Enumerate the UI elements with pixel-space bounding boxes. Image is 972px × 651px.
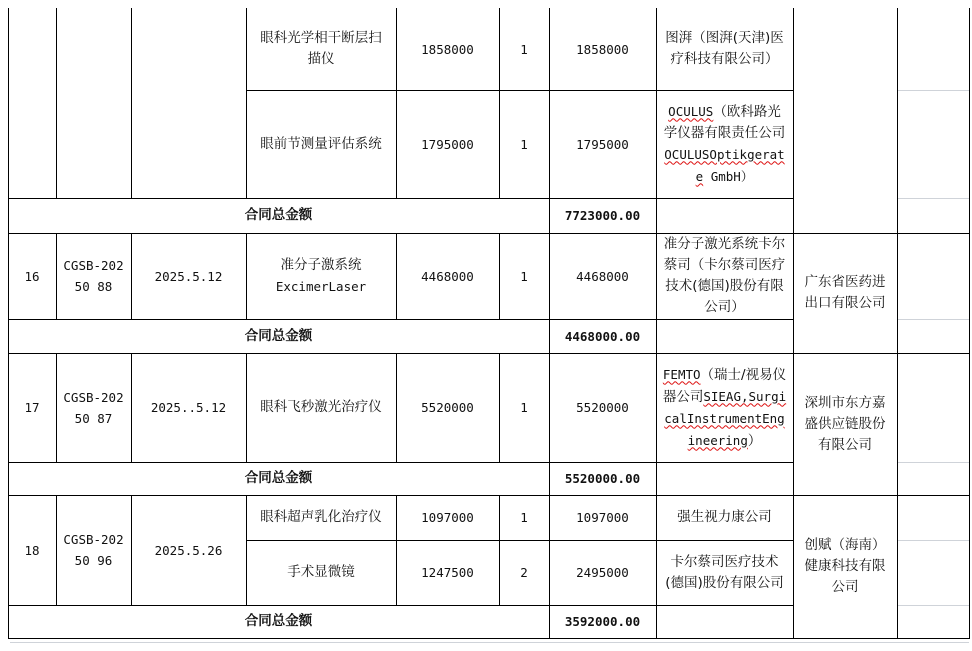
maker-foreign-name: SIEAG,SurgicalInstrumentEngineering (664, 388, 787, 448)
total-amount: 5520000.00 (564, 471, 641, 486)
quantity: 1 (520, 136, 528, 152)
quantity: 1 (520, 41, 528, 57)
supplier: 深圳市东方嘉盛供应链股份有限公司 (804, 394, 886, 453)
row-number: 17 (24, 400, 40, 415)
grid-line (131, 495, 132, 606)
hidden-grid-line (898, 198, 969, 199)
unit-price: 1858000 (421, 41, 474, 57)
unit-price: 5520000 (421, 400, 474, 415)
grid-line (8, 319, 793, 320)
grid-line (56, 233, 57, 320)
total-amount: 4468000.00 (564, 328, 641, 344)
grid-line (396, 495, 397, 606)
amount: 1097000 (576, 510, 629, 525)
total-label: 合同总金额 (244, 207, 313, 223)
total-label: 合同总金额 (244, 470, 313, 486)
grid-line (656, 8, 657, 639)
grid-line (969, 8, 970, 639)
grid-line (246, 540, 793, 541)
grid-line (56, 8, 57, 199)
grid-line (549, 8, 550, 639)
maker-brand: OCULUS (668, 103, 714, 119)
grid-line (8, 233, 970, 234)
contract-code: CGSB-20250 87 (63, 389, 124, 426)
total-amount: 3592000.00 (564, 614, 641, 629)
grid-line (8, 462, 793, 463)
unit-price: 1097000 (421, 510, 474, 525)
hidden-grid-line (898, 462, 969, 463)
maker-brand: FEMTO (662, 366, 701, 382)
manufacturer: 图湃（图湃(天津)医疗科技有限公司） (665, 30, 784, 67)
total-label: 合同总金额 (244, 613, 313, 629)
amount: 5520000 (576, 400, 629, 415)
quantity: 1 (520, 400, 528, 415)
grid-line (246, 8, 247, 199)
quantity: 1 (520, 510, 528, 525)
grid-line (396, 8, 397, 199)
item-name-en: ExcimerLaser (275, 279, 367, 294)
manufacturer (656, 353, 793, 462)
amount: 2495000 (576, 565, 629, 580)
grid-line (246, 233, 247, 320)
unit-price: 1795000 (421, 136, 474, 152)
grid-line (8, 8, 9, 639)
item-name: 手术显微镜 (287, 564, 355, 580)
amount: 4468000 (576, 268, 629, 284)
maker-company: （欧科路光学仪器有限责任公司 (663, 103, 786, 141)
manufacturer: 准分子激光系统卡尔蔡司（卡尔蔡司医疗技术(德国)股份有限公司） (663, 236, 786, 315)
contract-code: CGSB-20250 96 (63, 532, 124, 568)
grid-line (131, 8, 132, 199)
item-name: 眼科光学相干断层扫描仪 (260, 30, 382, 67)
grid-line (897, 8, 898, 639)
supplier: 创赋（海南）健康科技有限公司 (804, 537, 886, 595)
hidden-grid-line (898, 90, 969, 91)
quantity: 1 (520, 268, 528, 284)
contract-date: 2025..5.12 (150, 400, 227, 415)
grid-line (499, 495, 500, 606)
grid-line (246, 353, 247, 463)
grid-line (499, 8, 500, 199)
item-name: 眼前节测量评估系统 (260, 135, 382, 152)
grid-line (499, 353, 500, 463)
grid-line (246, 90, 793, 91)
item-name (250, 233, 392, 319)
item-name: 眼科超声乳化治疗仪 (260, 509, 382, 525)
total-label: 合同总金额 (244, 327, 313, 344)
grid-line (8, 353, 970, 354)
grid-line (131, 233, 132, 320)
row-number: 18 (24, 542, 40, 558)
grid-line (56, 353, 57, 463)
row-number: 16 (24, 268, 40, 284)
manufacturer (656, 90, 793, 198)
contract-date: 2025.5.26 (154, 542, 223, 558)
grid-line (793, 8, 794, 639)
grid-line (8, 605, 793, 606)
item-name: 眼科飞秒激光治疗仪 (260, 399, 382, 415)
total-amount: 7723000.00 (564, 208, 641, 223)
hidden-grid-line (898, 319, 969, 320)
unit-price: 1247500 (421, 565, 474, 580)
grid-line (246, 495, 247, 606)
grid-line (499, 233, 500, 320)
manufacturer: 卡尔蔡司医疗技术(德国)股份有限公司 (665, 553, 784, 591)
amount: 1795000 (576, 136, 629, 152)
hidden-grid-line (898, 540, 969, 541)
item-name-cn: 准分子激系统 (280, 257, 362, 273)
grid-line (56, 495, 57, 606)
hidden-grid-line (898, 605, 969, 606)
supplier: 广东省医药进出口有限公司 (804, 274, 886, 311)
maker-foreign-suffix: ） (747, 432, 762, 449)
manufacturer: 强生视力康公司 (677, 509, 772, 525)
unit-price: 4468000 (421, 268, 474, 284)
grid-line (8, 495, 970, 496)
grid-line (8, 638, 970, 639)
maker-company: （瑞士/视易仪器公司 (662, 366, 787, 405)
contract-date: 2025.5.12 (154, 268, 223, 284)
maker-foreign-suffix: GmbH） (703, 168, 754, 184)
amount: 1858000 (576, 41, 629, 57)
grid-line (396, 233, 397, 320)
maker-foreign-name: OCULUSOptikgerate (664, 146, 785, 184)
quantity: 2 (520, 565, 528, 580)
contract-code: CGSB-20250 88 (63, 258, 124, 294)
grid-line (396, 353, 397, 463)
grid-line (8, 198, 793, 199)
page-edge-line (10, 642, 969, 643)
grid-line (131, 353, 132, 463)
